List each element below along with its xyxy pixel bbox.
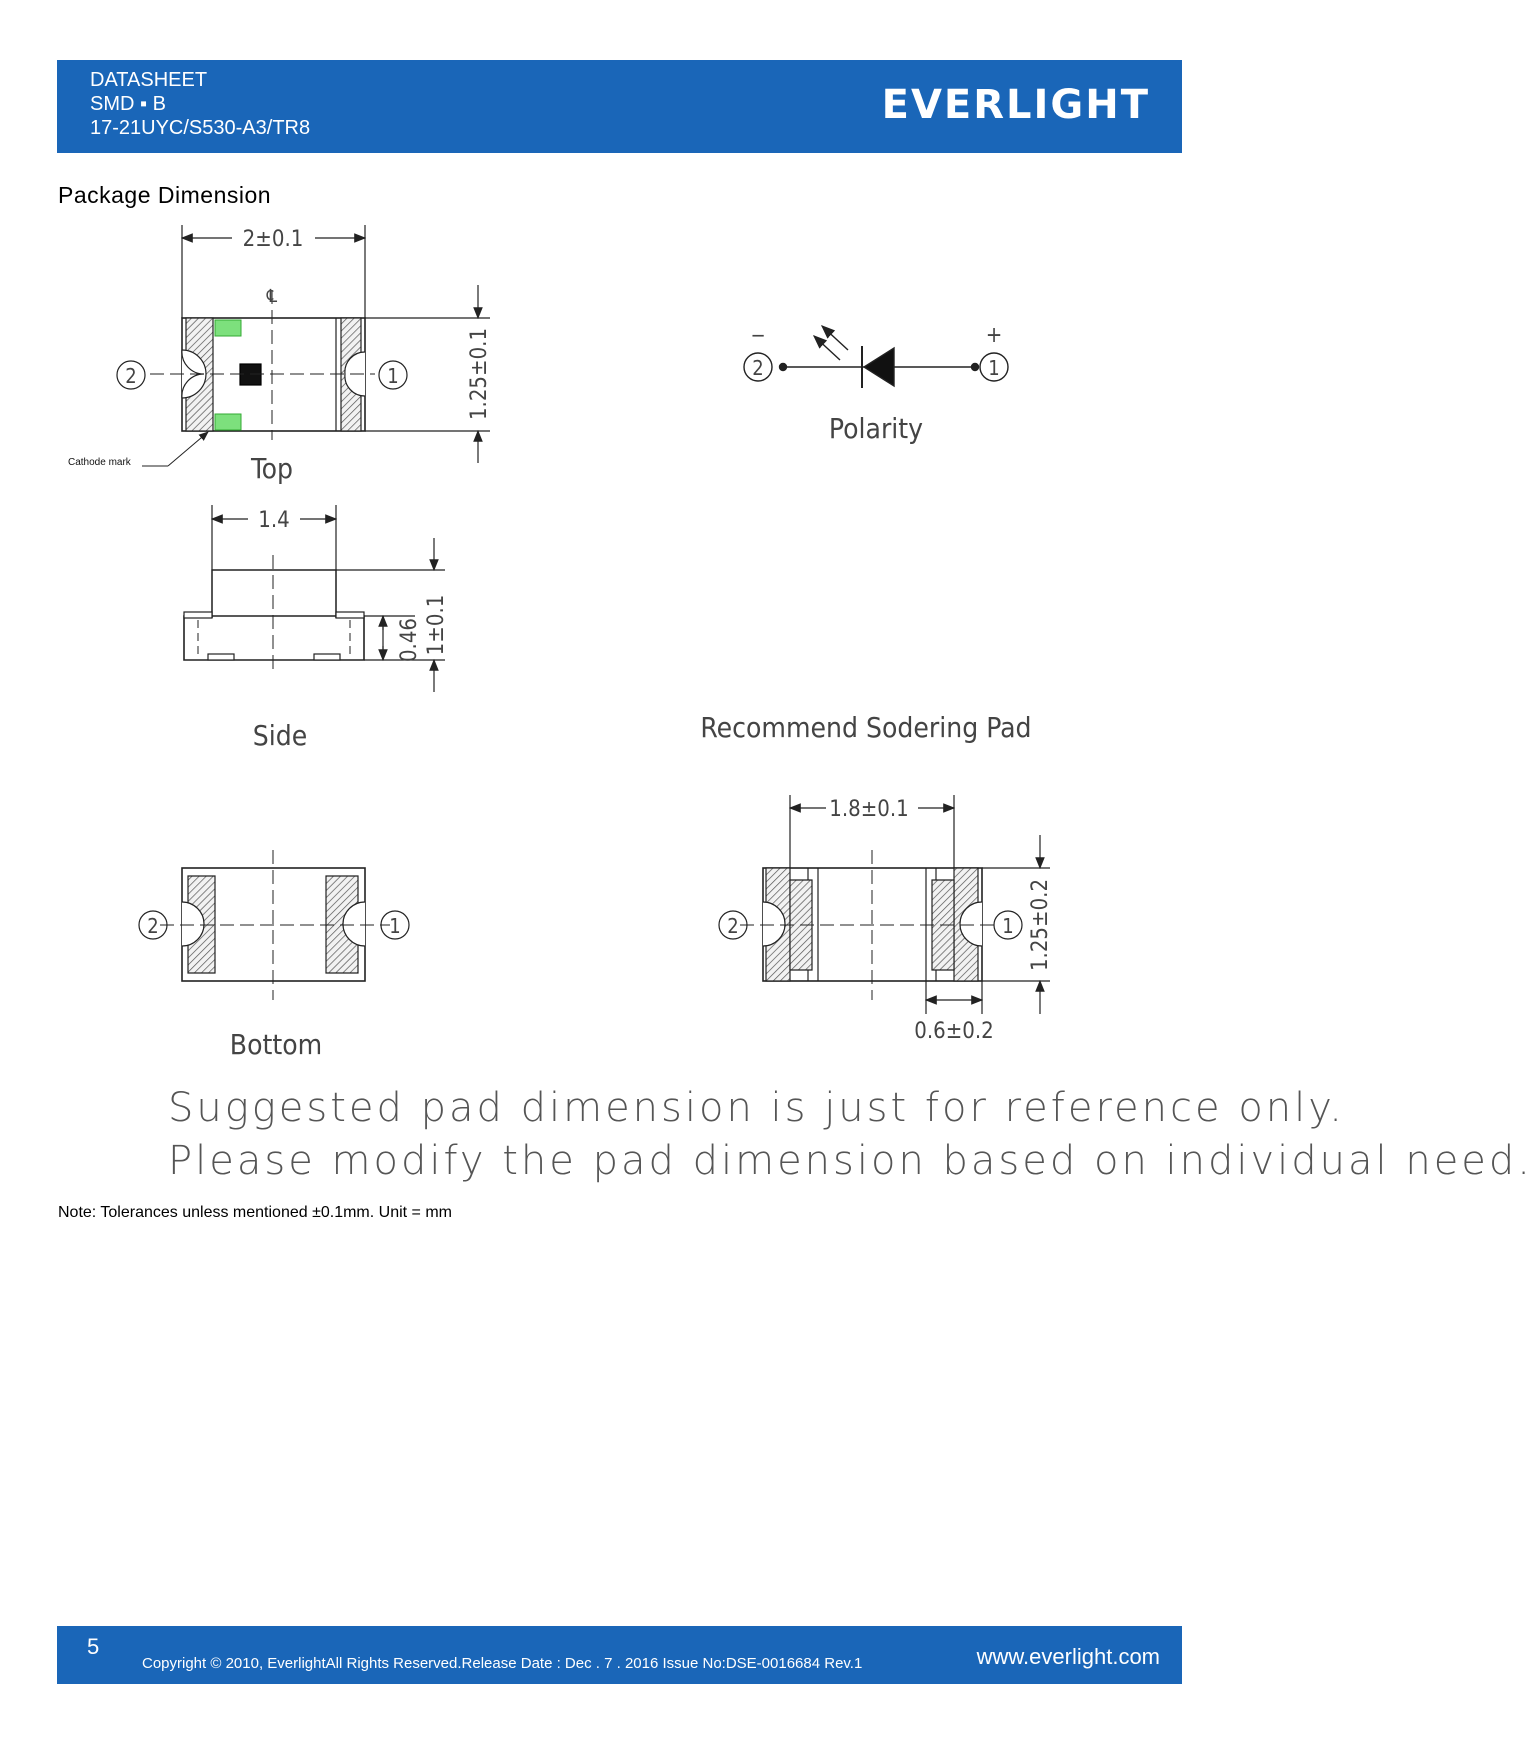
copyright-text: Copyright © 2010, EverlightAll Rights Reserved.Release Date : Dec . 7 . 2016 Issue No:DSE-0016684 Rev.1: [142, 1655, 863, 1672]
polarity-symbol: [744, 326, 1008, 388]
side-view: [184, 505, 445, 692]
polarity-plus: +: [985, 323, 1003, 348]
bottom-view: [139, 850, 409, 1000]
section-title: Package Dimension: [58, 182, 272, 208]
pad-caption: Recommend Sodering Pad: [700, 711, 1032, 744]
tolerance-note: Note: Tolerances unless mentioned ±0.1mm. Unit = mm: [58, 1204, 452, 1221]
pad-height-dim: 1.25±0.2: [1028, 878, 1053, 972]
polarity-pin-right: 1: [988, 356, 1000, 380]
website-link[interactable]: www.everlight.com: [976, 1644, 1160, 1669]
bottom-pin-right: 1: [389, 914, 401, 938]
bottom-pin-left: 2: [147, 914, 159, 938]
pad-pin-left: 2: [727, 914, 739, 938]
top-pin-right: 1: [387, 364, 399, 388]
top-width-dim: 2±0.1: [242, 227, 304, 252]
top-caption: Top: [250, 452, 294, 485]
pad-width-dim: 1.8±0.1: [829, 797, 909, 822]
pad-size-dim: 0.6±0.2: [914, 1019, 994, 1044]
side-caption: Side: [252, 719, 308, 752]
top-height-dim: 1.25±0.1: [467, 327, 492, 421]
suggestion-line-1: Suggested pad dimension is just for reference only.: [168, 1085, 1345, 1131]
pad-pin-right: 1: [1002, 914, 1014, 938]
soldering-pad-view: [719, 795, 1050, 1014]
part-number: 17-21UYC/S530-A3/TR8: [90, 117, 311, 139]
package-type: SMD ▪ B: [90, 93, 166, 115]
cathode-mark-label: Cathode mark: [68, 457, 131, 468]
page-number: 5: [87, 1634, 100, 1659]
top-centerline-mark: ℄: [266, 286, 278, 307]
page-footer: [57, 1626, 1182, 1684]
polarity-caption: Polarity: [828, 412, 924, 445]
brand-logo: EVERLIGHT: [881, 82, 1150, 128]
side-height-dim: 1±0.1: [424, 594, 449, 656]
suggestion-line-2: Please modify the pad dimension based on individual need.: [168, 1138, 1533, 1184]
doc-type: DATASHEET: [90, 69, 208, 91]
side-small-height-dim: 0.46: [397, 617, 422, 663]
top-pin-left: 2: [125, 364, 137, 388]
bottom-caption: Bottom: [229, 1028, 323, 1061]
polarity-minus: −: [750, 323, 766, 347]
top-view: [117, 225, 490, 466]
side-width-dim: 1.4: [258, 508, 290, 533]
polarity-pin-left: 2: [752, 356, 764, 380]
